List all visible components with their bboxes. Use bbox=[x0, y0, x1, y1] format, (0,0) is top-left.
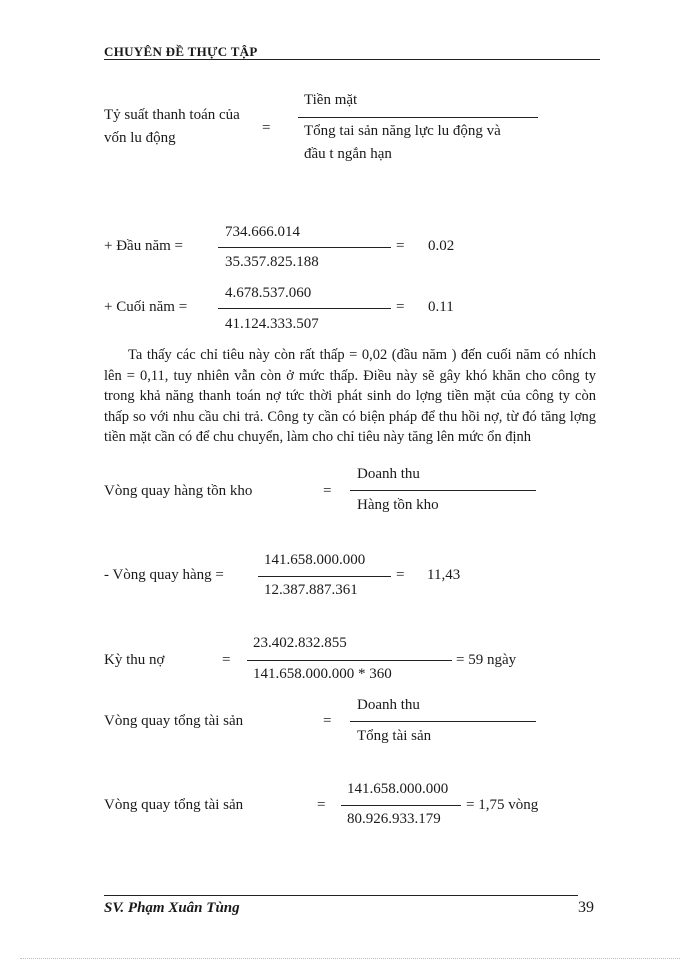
header-rule bbox=[104, 59, 600, 60]
ky-thu-no-result: = 59 ngày bbox=[456, 652, 517, 668]
cuoi-nam-fraction-bar bbox=[218, 308, 391, 309]
cuoi-nam-numerator: 4.678.537.060 bbox=[225, 285, 312, 301]
dau-nam-numerator: 734.666.014 bbox=[225, 224, 300, 240]
ky-thu-no-label: Kỳ thu nợ bbox=[104, 652, 165, 668]
page-number: 39 bbox=[578, 899, 594, 916]
ratio2-denominator: Hàng tồn kho bbox=[357, 497, 439, 513]
ratio3-numerator: Doanh thu bbox=[357, 697, 420, 713]
ratio2-equals: = bbox=[323, 483, 332, 499]
tong-tai-san-result: = 1,75 vòng bbox=[466, 797, 539, 813]
dau-nam-fraction-bar bbox=[218, 247, 391, 248]
vong-quay-hang-equals: = bbox=[396, 567, 405, 583]
ratio1-numerator: Tiền mặt bbox=[304, 92, 358, 108]
cuoi-nam-equals: = bbox=[396, 299, 405, 315]
ky-thu-no-equals: = bbox=[222, 652, 231, 668]
ratio3-equals: = bbox=[323, 713, 332, 729]
ratio2-numerator: Doanh thu bbox=[357, 466, 420, 482]
dau-nam-result: 0.02 bbox=[428, 238, 455, 254]
ratio3-label: Vòng quay tổng tài sản bbox=[104, 713, 244, 729]
tong-tai-san-equals: = bbox=[317, 797, 326, 813]
ratio1-fraction-bar bbox=[298, 117, 538, 118]
vong-quay-hang-numerator: 141.658.000.000 bbox=[264, 552, 366, 568]
cuoi-nam-result: 0.11 bbox=[428, 299, 454, 315]
tong-tai-san-denominator: 80.926.933.179 bbox=[347, 811, 441, 827]
ky-thu-no-numerator: 23.402.832.855 bbox=[253, 635, 347, 651]
ratio3-denominator: Tổng tài sản bbox=[357, 728, 432, 744]
ratio2-label: Vòng quay hàng tồn kho bbox=[104, 483, 253, 499]
ratio1-label-line2: vốn lu động bbox=[104, 130, 176, 146]
vong-quay-hang-denominator: 12.387.887.361 bbox=[264, 582, 358, 598]
footer-rule bbox=[104, 895, 578, 896]
tong-tai-san-fraction-bar bbox=[341, 805, 461, 806]
vong-quay-hang-label: - Vòng quay hàng = bbox=[104, 567, 224, 583]
ratio2-fraction-bar bbox=[350, 490, 536, 491]
dau-nam-label: + Đầu năm = bbox=[104, 238, 183, 254]
dau-nam-equals: = bbox=[396, 238, 405, 254]
ratio1-equals: = bbox=[262, 120, 271, 136]
cuoi-nam-label: + Cuối năm = bbox=[104, 299, 188, 315]
tong-tai-san-label: Vòng quay tổng tài sản bbox=[104, 797, 244, 813]
ratio3-fraction-bar bbox=[350, 721, 536, 722]
ky-thu-no-denominator: 141.658.000.000 * 360 bbox=[253, 666, 392, 682]
footer-author: SV. Phạm Xuân Tùng bbox=[104, 900, 240, 916]
ratio1-denominator-line1: Tổng tai sản năng lực lu động và bbox=[304, 123, 501, 139]
vong-quay-hang-fraction-bar bbox=[258, 576, 391, 577]
vong-quay-hang-result: 11,43 bbox=[427, 567, 461, 583]
tong-tai-san-numerator: 141.658.000.000 bbox=[347, 781, 449, 797]
dau-nam-denominator: 35.357.825.188 bbox=[225, 254, 319, 270]
analysis-paragraph: Ta thấy các chỉ tiêu này còn rất thấp = 0,02 (đầu năm ) đến cuối năm có nhích lên = 0,11, tuy nhiên vẫn còn ở mức thấp. Điều này sẽ gây khó khăn cho công ty trong khả năng thanh toán nợ tức thời phát sinh do lợng tiền mặt của công ty còn thấp so với nhu cầu chi trả. Công ty cần có biện pháp để thu hồi nợ, từ đó tăng lợng tiền mặt cần có để chu chuyển, làm cho chỉ tiêu này tăng lên mức ổn định bbox=[104, 347, 596, 445]
cuoi-nam-denominator: 41.124.333.507 bbox=[225, 316, 319, 332]
ky-thu-no-fraction-bar bbox=[247, 660, 452, 661]
ratio1-denominator-line2: đầu t ngắn hạn bbox=[304, 146, 392, 162]
page-bottom-dotted-rule bbox=[20, 958, 680, 959]
page-header-title: CHUYÊN ĐỀ THỰC TẬP bbox=[104, 44, 258, 59]
ratio1-label-line1: Tỷ suất thanh toán của bbox=[104, 107, 240, 123]
